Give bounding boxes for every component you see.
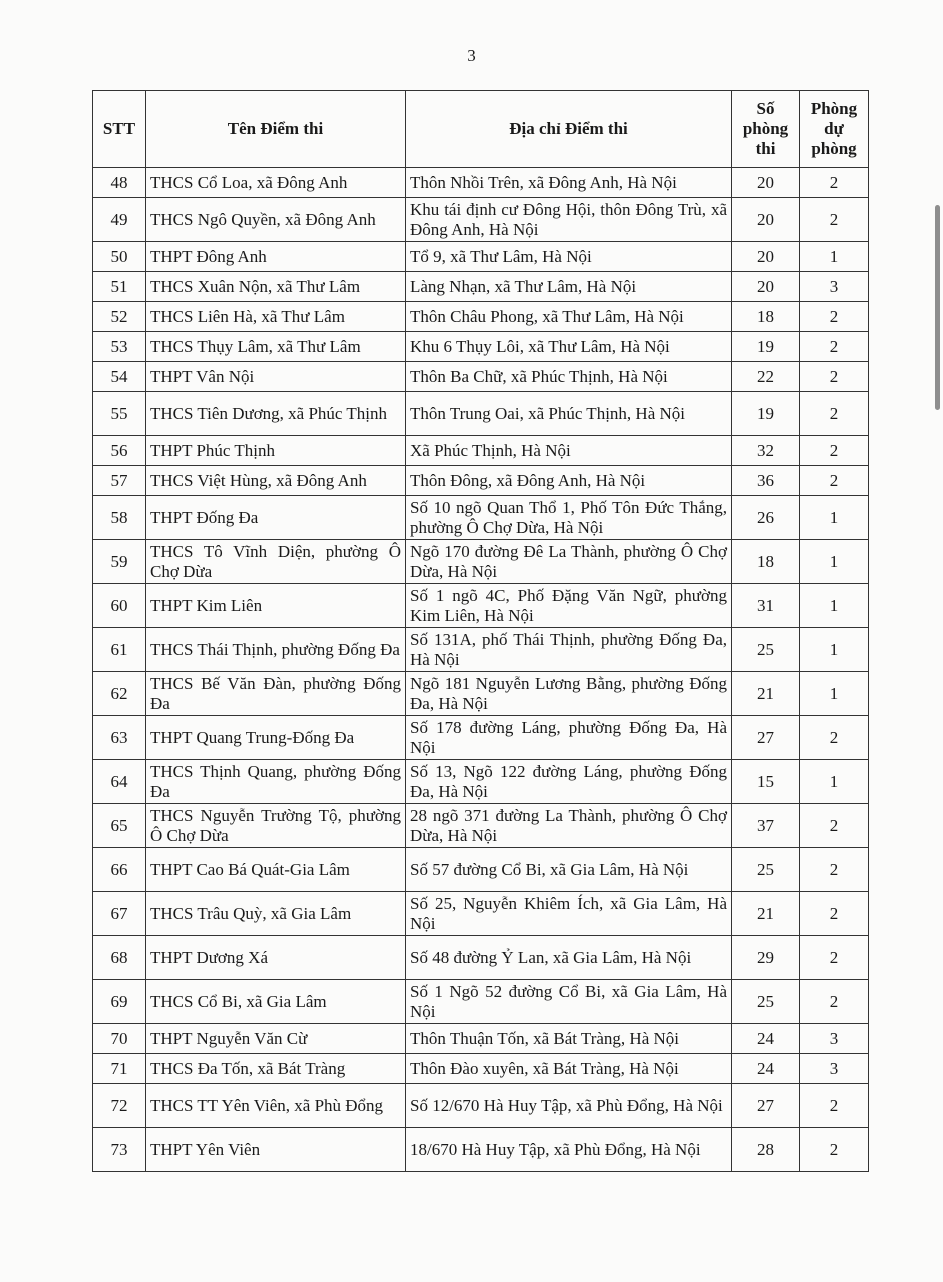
row-venue-name: THPT Nguyễn Văn Cừ [146, 1024, 406, 1054]
row-stt: 57 [93, 466, 146, 496]
row-stt: 55 [93, 392, 146, 436]
row-stt: 63 [93, 716, 146, 760]
row-spare-rooms: 2 [800, 436, 869, 466]
row-venue-name: THPT Vân Nội [146, 362, 406, 392]
row-venue-address: Thôn Đào xuyên, xã Bát Tràng, Hà Nội [406, 1054, 732, 1084]
row-stt: 51 [93, 272, 146, 302]
row-venue-name: THCS Nguyễn Trường Tộ, phường Ô Chợ Dừa [146, 804, 406, 848]
row-stt: 52 [93, 302, 146, 332]
row-venue-address: Ngõ 170 đường Đê La Thành, phường Ô Chợ Dừa, Hà Nội [406, 540, 732, 584]
row-spare-rooms: 2 [800, 168, 869, 198]
row-spare-rooms: 1 [800, 540, 869, 584]
header-spare-rooms: Phòng dự phòng [800, 91, 869, 168]
row-stt: 60 [93, 584, 146, 628]
header-venue-address: Địa chỉ Điểm thi [406, 91, 732, 168]
table-row [93, 242, 869, 272]
table-row [93, 804, 869, 848]
row-spare-rooms: 3 [800, 1054, 869, 1084]
row-stt: 69 [93, 980, 146, 1024]
row-stt: 59 [93, 540, 146, 584]
row-room-count: 18 [732, 540, 800, 584]
row-venue-name: THCS Tiên Dương, xã Phúc Thịnh [146, 392, 406, 436]
row-stt: 56 [93, 436, 146, 466]
row-venue-address: Thôn Đông, xã Đông Anh, Hà Nội [406, 466, 732, 496]
row-stt: 71 [93, 1054, 146, 1084]
row-venue-address: Số 1 ngõ 4C, Phố Đặng Văn Ngữ, phường Kim Liên, Hà Nội [406, 584, 732, 628]
row-room-count: 25 [732, 848, 800, 892]
row-venue-address: Số 12/670 Hà Huy Tập, xã Phù Đổng, Hà Nội [406, 1084, 732, 1128]
row-venue-address: Tổ 9, xã Thư Lâm, Hà Nội [406, 242, 732, 272]
row-room-count: 27 [732, 716, 800, 760]
row-room-count: 21 [732, 892, 800, 936]
row-venue-name: THCS Tô Vĩnh Diện, phường Ô Chợ Dừa [146, 540, 406, 584]
table-row [93, 168, 869, 198]
row-venue-address: Thôn Ba Chữ, xã Phúc Thịnh, Hà Nội [406, 362, 732, 392]
row-stt: 67 [93, 892, 146, 936]
exam-venue-table [92, 90, 869, 1172]
row-stt: 62 [93, 672, 146, 716]
row-venue-address: Làng Nhạn, xã Thư Lâm, Hà Nội [406, 272, 732, 302]
row-venue-name: THCS Xuân Nộn, xã Thư Lâm [146, 272, 406, 302]
table-row [93, 436, 869, 466]
row-venue-address: Xã Phúc Thịnh, Hà Nội [406, 436, 732, 466]
row-spare-rooms: 3 [800, 272, 869, 302]
row-spare-rooms: 1 [800, 628, 869, 672]
row-stt: 49 [93, 198, 146, 242]
row-venue-address: 28 ngõ 371 đường La Thành, phường Ô Chợ Dừa, Hà Nội [406, 804, 732, 848]
row-stt: 53 [93, 332, 146, 362]
row-spare-rooms: 1 [800, 496, 869, 540]
row-venue-address: Số 10 ngõ Quan Thổ 1, Phố Tôn Đức Thắng, phường Ô Chợ Dừa, Hà Nội [406, 496, 732, 540]
row-venue-name: THCS Cổ Bi, xã Gia Lâm [146, 980, 406, 1024]
row-venue-name: THPT Yên Viên [146, 1128, 406, 1172]
row-stt: 58 [93, 496, 146, 540]
row-venue-address: Số 13, Ngõ 122 đường Láng, phường Đống Đa, Hà Nội [406, 760, 732, 804]
row-spare-rooms: 1 [800, 242, 869, 272]
row-venue-name: THPT Phúc Thịnh [146, 436, 406, 466]
table-row [93, 392, 869, 436]
table-row [93, 1054, 869, 1084]
row-room-count: 20 [732, 198, 800, 242]
row-spare-rooms: 2 [800, 332, 869, 362]
table-row [93, 672, 869, 716]
row-spare-rooms: 3 [800, 1024, 869, 1054]
row-venue-name: THPT Dương Xá [146, 936, 406, 980]
row-venue-address: Thôn Trung Oai, xã Phúc Thịnh, Hà Nội [406, 392, 732, 436]
table-row [93, 1024, 869, 1054]
header-room-count: Số phòng thi [732, 91, 800, 168]
row-stt: 70 [93, 1024, 146, 1054]
row-spare-rooms: 1 [800, 584, 869, 628]
row-venue-address: Thôn Nhồi Trên, xã Đông Anh, Hà Nội [406, 168, 732, 198]
row-room-count: 31 [732, 584, 800, 628]
row-venue-name: THCS Thịnh Quang, phường Đống Đa [146, 760, 406, 804]
row-venue-name: THPT Kim Liên [146, 584, 406, 628]
row-venue-name: THPT Quang Trung-Đống Đa [146, 716, 406, 760]
table-row [93, 540, 869, 584]
row-spare-rooms: 2 [800, 198, 869, 242]
row-venue-name: THPT Cao Bá Quát-Gia Lâm [146, 848, 406, 892]
row-room-count: 21 [732, 672, 800, 716]
row-venue-name: THPT Đông Anh [146, 242, 406, 272]
row-stt: 54 [93, 362, 146, 392]
row-spare-rooms: 1 [800, 672, 869, 716]
row-room-count: 19 [732, 392, 800, 436]
row-venue-address: Số 48 đường Ỷ Lan, xã Gia Lâm, Hà Nội [406, 936, 732, 980]
table-row [93, 980, 869, 1024]
table-row [93, 362, 869, 392]
row-venue-address: Thôn Thuận Tốn, xã Bát Tràng, Hà Nội [406, 1024, 732, 1054]
row-stt: 66 [93, 848, 146, 892]
row-room-count: 28 [732, 1128, 800, 1172]
header-venue-name: Tên Điểm thi [146, 91, 406, 168]
row-spare-rooms: 2 [800, 466, 869, 496]
table-row [93, 848, 869, 892]
row-stt: 68 [93, 936, 146, 980]
table-body [93, 168, 869, 1172]
table-row [93, 496, 869, 540]
row-room-count: 27 [732, 1084, 800, 1128]
row-spare-rooms: 1 [800, 760, 869, 804]
row-venue-address: Số 178 đường Láng, phường Đống Đa, Hà Nội [406, 716, 732, 760]
table-row [93, 936, 869, 980]
row-room-count: 20 [732, 272, 800, 302]
row-venue-address: Khu 6 Thụy Lôi, xã Thư Lâm, Hà Nội [406, 332, 732, 362]
row-venue-name: THCS Bế Văn Đàn, phường Đống Đa [146, 672, 406, 716]
page-number: 3 [467, 46, 476, 65]
row-venue-name: THCS Đa Tốn, xã Bát Tràng [146, 1054, 406, 1084]
row-room-count: 37 [732, 804, 800, 848]
row-stt: 61 [93, 628, 146, 672]
row-room-count: 36 [732, 466, 800, 496]
row-room-count: 24 [732, 1054, 800, 1084]
row-venue-address: Thôn Châu Phong, xã Thư Lâm, Hà Nội [406, 302, 732, 332]
row-room-count: 25 [732, 628, 800, 672]
row-stt: 65 [93, 804, 146, 848]
row-spare-rooms: 2 [800, 936, 869, 980]
table-row [93, 1084, 869, 1128]
row-room-count: 24 [732, 1024, 800, 1054]
row-room-count: 25 [732, 980, 800, 1024]
row-venue-address: Số 1 Ngõ 52 đường Cổ Bi, xã Gia Lâm, Hà Nội [406, 980, 732, 1024]
table-row [93, 628, 869, 672]
row-venue-address: Khu tái định cư Đông Hội, thôn Đông Trù, xã Đông Anh, Hà Nội [406, 198, 732, 242]
row-spare-rooms: 2 [800, 716, 869, 760]
row-venue-address: Số 131A, phố Thái Thịnh, phường Đống Đa, Hà Nội [406, 628, 732, 672]
row-venue-name: THCS Liên Hà, xã Thư Lâm [146, 302, 406, 332]
table-row [93, 1128, 869, 1172]
row-room-count: 20 [732, 242, 800, 272]
row-room-count: 20 [732, 168, 800, 198]
row-spare-rooms: 2 [800, 1128, 869, 1172]
table-row [93, 892, 869, 936]
row-stt: 48 [93, 168, 146, 198]
row-room-count: 22 [732, 362, 800, 392]
table-row [93, 272, 869, 302]
row-room-count: 26 [732, 496, 800, 540]
row-venue-name: THCS Thái Thịnh, phường Đống Đa [146, 628, 406, 672]
table-row [93, 332, 869, 362]
row-stt: 50 [93, 242, 146, 272]
header-stt: STT [93, 91, 146, 168]
row-venue-address: Số 57 đường Cổ Bi, xã Gia Lâm, Hà Nội [406, 848, 732, 892]
row-spare-rooms: 2 [800, 392, 869, 436]
scrollbar-thumb[interactable] [935, 205, 940, 410]
table-row [93, 466, 869, 496]
row-venue-name: THCS Ngô Quyền, xã Đông Anh [146, 198, 406, 242]
row-stt: 72 [93, 1084, 146, 1128]
row-room-count: 32 [732, 436, 800, 466]
row-stt: 64 [93, 760, 146, 804]
row-room-count: 18 [732, 302, 800, 332]
table-row [93, 584, 869, 628]
row-room-count: 19 [732, 332, 800, 362]
table-row [93, 716, 869, 760]
row-spare-rooms: 2 [800, 848, 869, 892]
row-room-count: 15 [732, 760, 800, 804]
row-spare-rooms: 2 [800, 362, 869, 392]
table-header-row [93, 91, 869, 168]
row-venue-name: THCS Trâu Quỳ, xã Gia Lâm [146, 892, 406, 936]
row-spare-rooms: 2 [800, 804, 869, 848]
row-venue-address: Ngõ 181 Nguyễn Lương Bằng, phường Đống Đa, Hà Nội [406, 672, 732, 716]
row-room-count: 29 [732, 936, 800, 980]
row-venue-name: THCS Cổ Loa, xã Đông Anh [146, 168, 406, 198]
row-venue-name: THCS Thụy Lâm, xã Thư Lâm [146, 332, 406, 362]
row-spare-rooms: 2 [800, 302, 869, 332]
row-stt: 73 [93, 1128, 146, 1172]
table-row [93, 198, 869, 242]
row-venue-address: Số 25, Nguyễn Khiêm Ích, xã Gia Lâm, Hà Nội [406, 892, 732, 936]
row-spare-rooms: 2 [800, 980, 869, 1024]
row-spare-rooms: 2 [800, 892, 869, 936]
row-venue-address: 18/670 Hà Huy Tập, xã Phù Đổng, Hà Nội [406, 1128, 732, 1172]
row-venue-name: THPT Đống Đa [146, 496, 406, 540]
row-venue-name: THCS TT Yên Viên, xã Phù Đổng [146, 1084, 406, 1128]
row-venue-name: THCS Việt Hùng, xã Đông Anh [146, 466, 406, 496]
row-spare-rooms: 2 [800, 1084, 869, 1128]
table-row [93, 302, 869, 332]
table-row [93, 760, 869, 804]
